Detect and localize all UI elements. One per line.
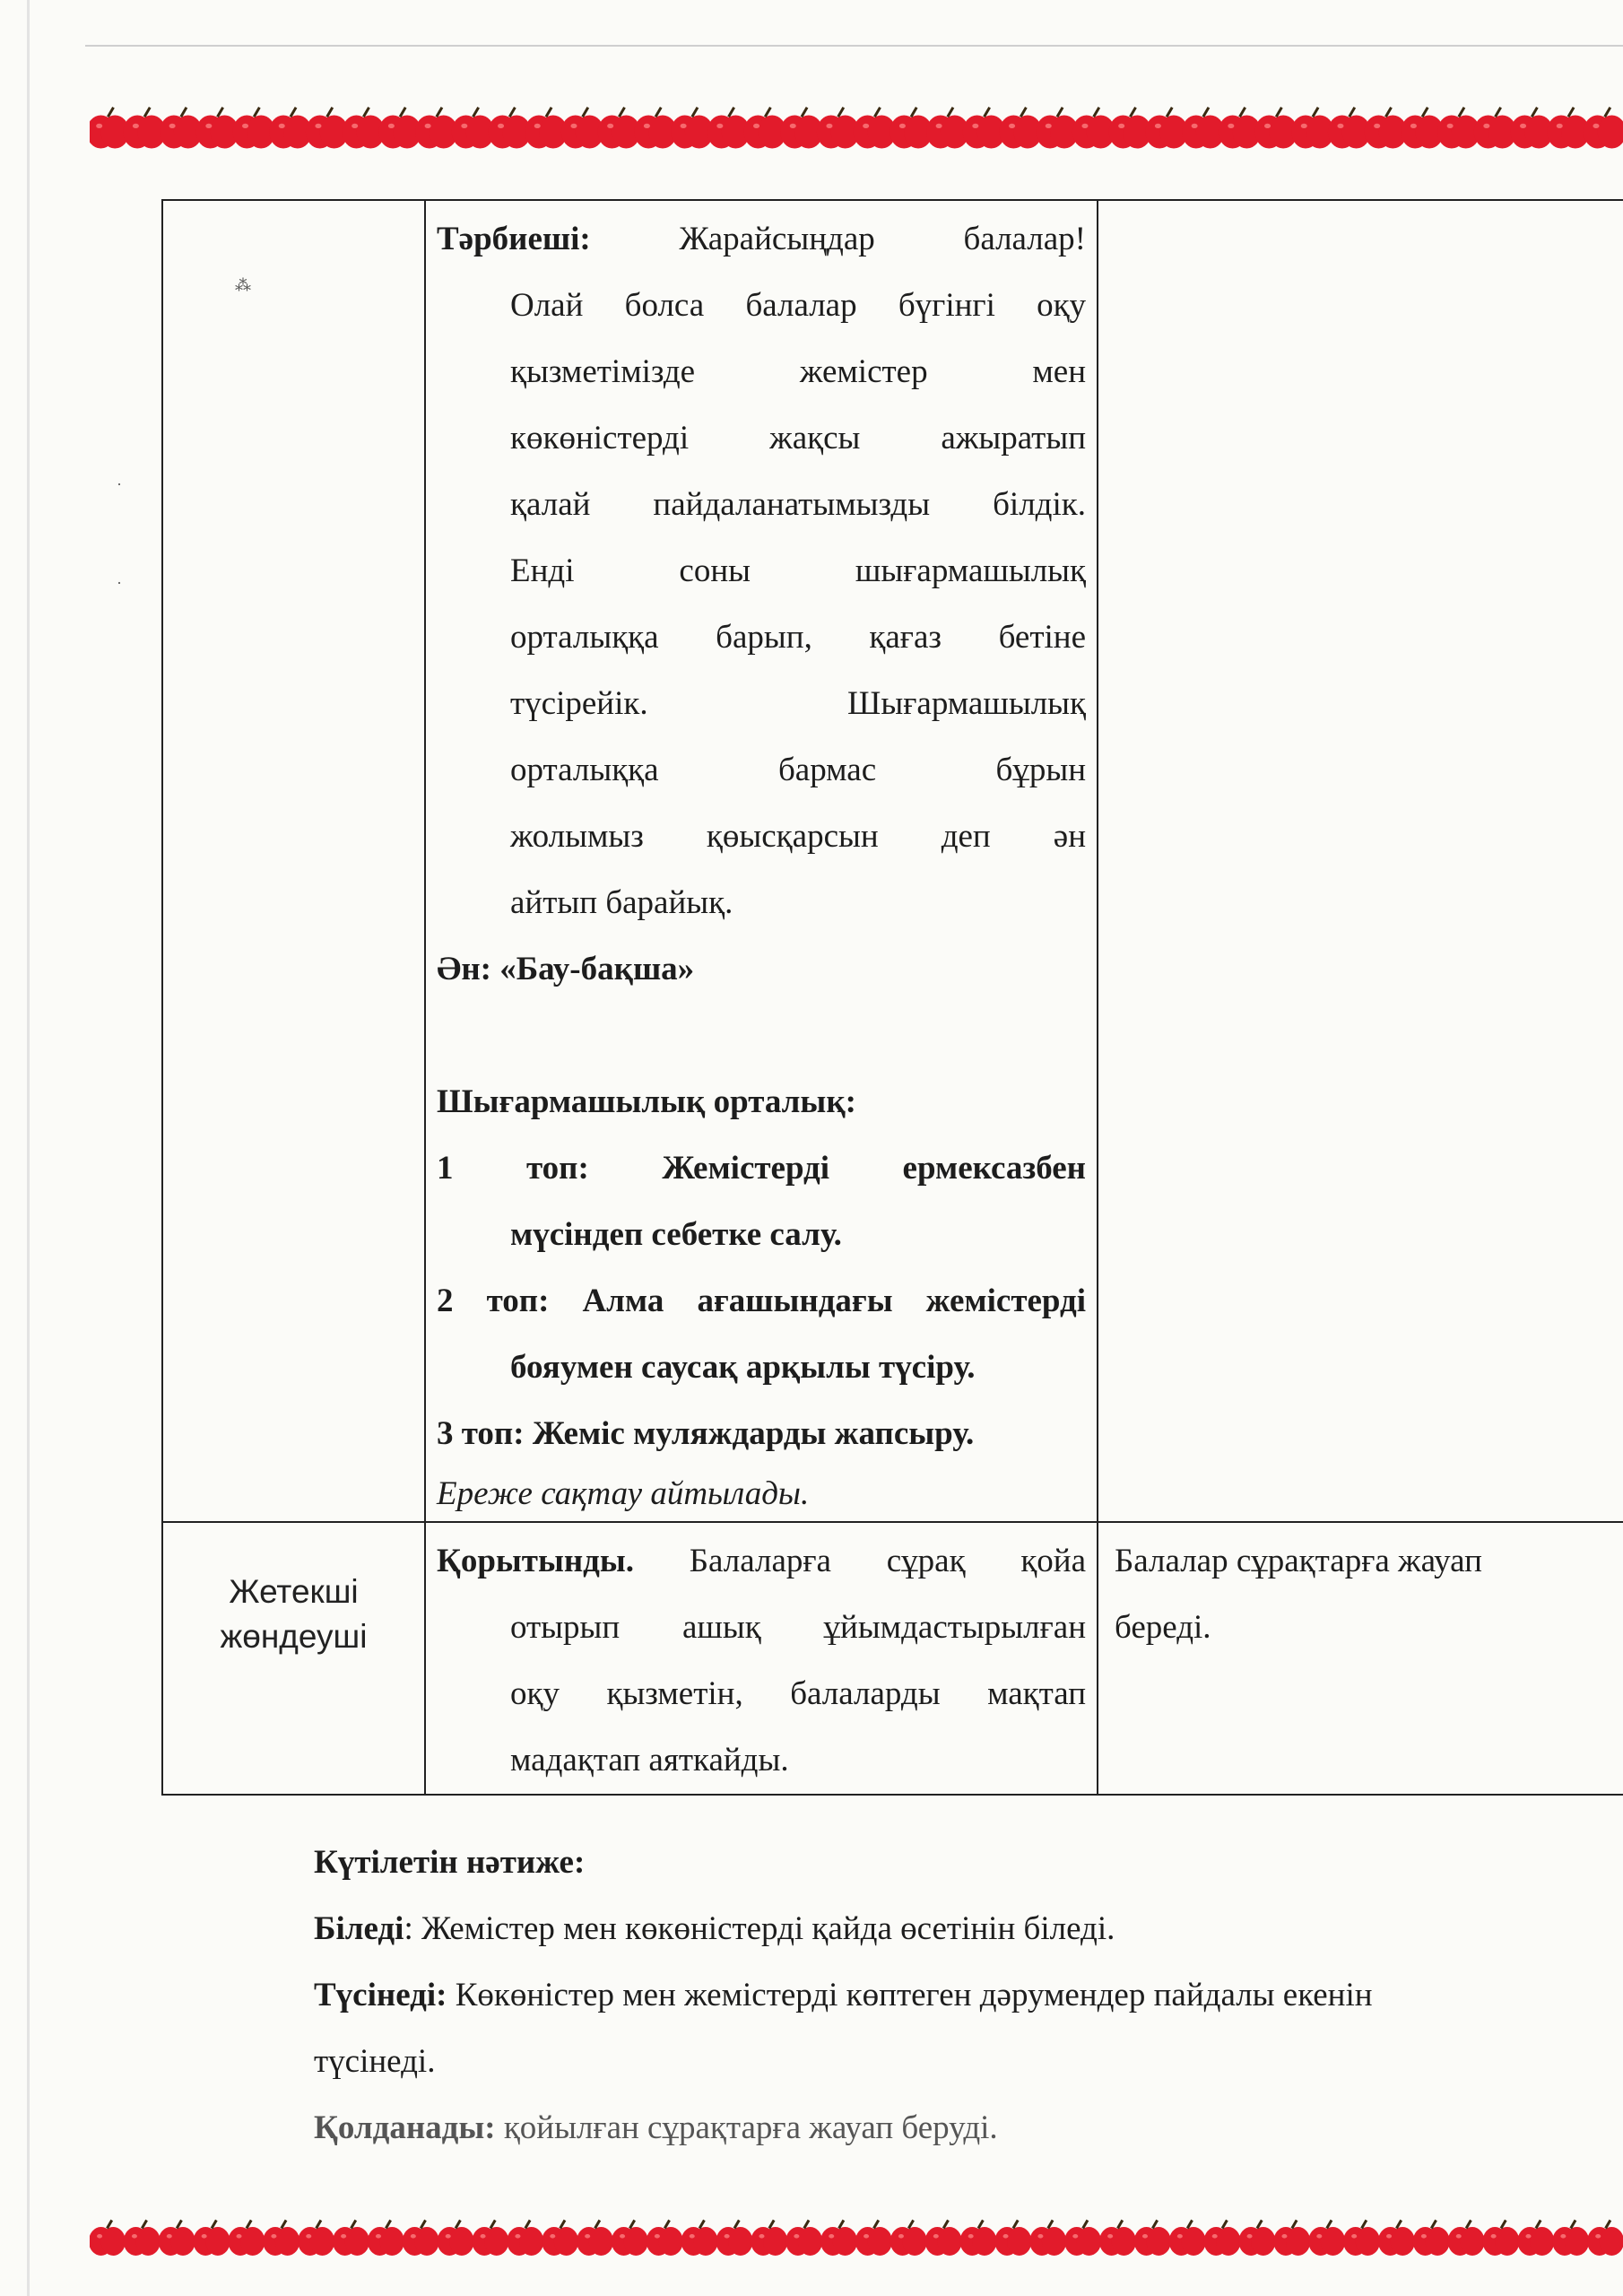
apple-icon (612, 2220, 648, 2256)
apple-icon (751, 2220, 787, 2256)
table-row (162, 1522, 1623, 1795)
apple-icon (333, 2220, 369, 2256)
applies-line (314, 2095, 1551, 2161)
understands-text: Көкөністер мен жемістерді көптеген дәрумендер пайдалы екенін (447, 1977, 1373, 2013)
word: қалай (510, 486, 591, 523)
knows-text: : Жемістер мен көкөністерді қайда өсетінін біледі. (404, 1910, 1115, 1947)
apple-icon (1145, 108, 1188, 149)
word: білдік. (993, 486, 1087, 523)
apple-icon (780, 108, 823, 149)
stage-cell (162, 1522, 425, 1795)
teacher-line (437, 472, 1086, 538)
word: жемістерді (925, 1283, 1087, 1319)
apple-icon (598, 108, 641, 149)
apple-icon (1413, 2220, 1450, 2256)
word: қойа (1020, 1543, 1087, 1579)
lead-label: Қорытынды. (437, 1543, 635, 1579)
teacher-activity-cell (425, 200, 1098, 1522)
word: Жемістерді (662, 1150, 830, 1187)
scan-speck: · (117, 475, 122, 493)
word: орталыққа (510, 619, 659, 656)
word: Олай (510, 287, 584, 324)
apple-icon (196, 108, 239, 149)
teacher-paragraph (437, 206, 1086, 936)
word: Енді (510, 552, 575, 589)
apple-icon (269, 108, 312, 149)
conclusion-paragraph (437, 1528, 1086, 1794)
teacher-line (437, 737, 1086, 804)
word: топ: (486, 1283, 550, 1319)
teacher-line (437, 604, 1086, 671)
stage-label-line2: жөндеуші (220, 1618, 368, 1655)
teacher-activity-cell (425, 1522, 1098, 1795)
apple-icon (1204, 2220, 1241, 2256)
apple-icon (542, 2220, 578, 2256)
creative-center-heading: Шығармашылық орталық: (437, 1083, 856, 1120)
apple-icon (298, 2220, 334, 2256)
apple-icon (963, 108, 1006, 149)
word: жемістер (799, 353, 928, 390)
apple-icon (925, 2220, 962, 2256)
word: жолымыз (510, 818, 644, 855)
apple-icon (671, 108, 714, 149)
scan-speck: · (117, 574, 122, 592)
apple-icon (561, 108, 604, 149)
apple-icon (647, 2220, 683, 2256)
children-activity-line: береді. (1115, 1609, 1211, 1646)
word: ағашындағы (697, 1283, 893, 1319)
apple-icon (1401, 108, 1444, 149)
word: қағаз (869, 619, 942, 656)
apple-icon (1254, 108, 1298, 149)
group-task-line: бояумен саусақ арқылы түсіру. (510, 1349, 976, 1386)
apple-icon (1219, 108, 1262, 149)
word: балалар (745, 287, 857, 324)
apple-icon (999, 108, 1042, 149)
word: ермексазбен (902, 1150, 1087, 1187)
word: 1 (437, 1150, 454, 1187)
understands-line-cont: түсінеді. (314, 2043, 436, 2080)
group-task-list (437, 1135, 1086, 1467)
word: мадақтап (510, 1742, 641, 1779)
apple-icon (1134, 2220, 1171, 2256)
word: оқу (1037, 287, 1087, 324)
apple-icon (1510, 108, 1553, 149)
apple-icon (343, 108, 386, 149)
apple-icon (707, 108, 751, 149)
apple-icon (926, 108, 969, 149)
word: ажыратып (941, 420, 1086, 457)
applies-text: қойылған сұрақтарға жауап беруді. (495, 2109, 998, 2146)
apple-icon (1273, 2220, 1310, 2256)
apple-icon (890, 108, 933, 149)
results-heading: Күтілетін нәтиже: (314, 1844, 586, 1881)
apple-icon (1291, 108, 1334, 149)
apple-icon (263, 2220, 299, 2256)
knows-label: Біледі (314, 1910, 404, 1947)
word: орталыққа (510, 752, 659, 788)
children-activity-cell (1098, 200, 1623, 1522)
teacher-line (437, 671, 1086, 737)
word: аяткайды. (648, 1742, 789, 1779)
apple-icon (90, 108, 129, 149)
word: түсірейік. (510, 685, 648, 722)
apple-icon (820, 2220, 857, 2256)
children-activity-cell (1098, 1522, 1623, 1795)
word: ән (1053, 818, 1087, 855)
apple-icon (743, 108, 786, 149)
word: деп (941, 818, 991, 855)
group-task-line (437, 1135, 1086, 1202)
understands-line (314, 1962, 1551, 2029)
apple-icon (488, 108, 531, 149)
table-row (162, 200, 1623, 1522)
word: жақсы (769, 420, 861, 457)
word: отырып (510, 1609, 621, 1646)
stage-label-line1: Жетекші (229, 1573, 359, 1610)
apple-icon (1169, 2220, 1206, 2256)
word: бармас (777, 752, 877, 788)
apple-icon (403, 2220, 439, 2256)
expected-results (314, 1830, 1551, 2161)
apple-icon (232, 108, 275, 149)
apple-icon (855, 2220, 892, 2256)
apple-icon (378, 108, 421, 149)
word: топ: (526, 1150, 589, 1187)
apple-icon (817, 108, 860, 149)
word: барып, (716, 619, 812, 656)
word: пайдаланатымызды (653, 486, 931, 523)
word: айтып (510, 884, 598, 921)
apple-icon (415, 108, 458, 149)
understands-label: Түсінеді: (314, 1977, 447, 2013)
apple-icon (1238, 2220, 1275, 2256)
apple-icon (1036, 108, 1079, 149)
apple-icon (854, 108, 897, 149)
word: шығармашылық (855, 552, 1087, 589)
word: қызметін, (606, 1675, 743, 1712)
conclusion-line (437, 1528, 1086, 1595)
conclusion-line (437, 1661, 1086, 1727)
apple-icon (1552, 2220, 1589, 2256)
word: соны (679, 552, 751, 589)
apple-icon (160, 108, 203, 149)
apple-icon (1029, 2220, 1066, 2256)
apple-icon (716, 2220, 752, 2256)
word: болса (624, 287, 705, 324)
apple-icon (1474, 108, 1517, 149)
page-edge-shadow (27, 0, 30, 2296)
apple-icon (472, 2220, 508, 2256)
word: мен (1032, 353, 1086, 390)
apple-icon (1099, 2220, 1136, 2256)
apple-icon (960, 2220, 997, 2256)
lead-label: Тәрбиеші: (437, 221, 591, 257)
apple-icon (1064, 2220, 1101, 2256)
word: 3 топ: Жеміс муляждарды жапсыру. (437, 1415, 975, 1452)
word: балалар! (963, 221, 1087, 257)
apple-icon (785, 2220, 822, 2256)
apple-icon (1328, 108, 1371, 149)
apple-icon (159, 2220, 195, 2256)
scan-speck: ⁂ (235, 276, 251, 294)
apple-icon (507, 2220, 543, 2256)
word: мақтап (987, 1675, 1086, 1712)
teacher-line (437, 538, 1086, 604)
apple-icon (123, 108, 166, 149)
teacher-line (437, 273, 1086, 339)
apple-icon (438, 2220, 474, 2256)
apple-icon (634, 108, 677, 149)
word: ашық (681, 1609, 761, 1646)
word: Балаларға (689, 1543, 831, 1579)
apple-border-bottom (90, 2215, 1623, 2269)
applies-label: Қолданады: (314, 2109, 496, 2146)
song-title: Ән: «Бау-бақша» (437, 951, 695, 987)
apple-icon (1308, 2220, 1345, 2256)
word: Алма (582, 1283, 664, 1319)
group-task-line: мүсіндеп себетке салу. (510, 1216, 842, 1253)
teacher-line (437, 206, 1086, 273)
word: көкөністерді (510, 420, 690, 457)
word: Шығармашылық (847, 685, 1086, 722)
apple-icon (994, 2220, 1031, 2256)
teacher-line (437, 339, 1086, 405)
teacher-line (437, 870, 1086, 936)
knows-line (314, 1896, 1551, 1962)
group-task-line (437, 1401, 1086, 1467)
apple-icon (890, 2220, 927, 2256)
apple-icon (1587, 2220, 1623, 2256)
word: балаларды (790, 1675, 941, 1712)
apple-icon (1343, 2220, 1380, 2256)
rules-note: Ереже сақтау айтылады. (437, 1475, 810, 1512)
word: қөысқарсын (706, 818, 879, 855)
apple-icon (194, 2220, 230, 2256)
apple-icon (124, 2220, 161, 2256)
stage-cell (162, 200, 425, 1522)
conclusion-line (437, 1727, 1086, 1794)
apple-icon (90, 2220, 126, 2256)
apple-icon (1482, 2220, 1519, 2256)
apple-icon (681, 2220, 718, 2256)
apple-icon (1517, 2220, 1554, 2256)
blank-line (437, 1003, 1086, 1069)
teacher-line (437, 804, 1086, 870)
word: қызметімізде (510, 353, 696, 390)
word: бетіне (998, 619, 1087, 656)
apple-icon (1109, 108, 1152, 149)
word: барайық. (605, 884, 733, 921)
word: сұрақ (886, 1543, 966, 1579)
apple-icon (1448, 2220, 1485, 2256)
lesson-table (161, 199, 1623, 1796)
apple-icon (1584, 108, 1623, 149)
word: бұрын (995, 752, 1087, 788)
word: ұйымдастырылған (823, 1609, 1087, 1646)
apple-icon (452, 108, 495, 149)
group-task-line (437, 1268, 1086, 1335)
conclusion-line (437, 1595, 1086, 1661)
teacher-line (437, 405, 1086, 472)
children-activity-line: Балалар сұрақтарға жауап (1115, 1543, 1482, 1579)
apple-border-top (90, 103, 1623, 166)
apple-icon (1182, 108, 1225, 149)
word: Жарайсыңдар (679, 221, 875, 257)
apple-icon (1378, 2220, 1415, 2256)
apple-icon (1437, 108, 1480, 149)
word: оқу (510, 1675, 560, 1712)
apple-icon (228, 2220, 265, 2256)
apple-icon (368, 2220, 404, 2256)
apple-icon (306, 108, 349, 149)
apple-icon (525, 108, 568, 149)
word: 2 (437, 1283, 454, 1319)
apple-icon (1547, 108, 1590, 149)
apple-icon (1365, 108, 1408, 149)
page-edge-line (85, 45, 1623, 47)
word: бүгінгі (898, 287, 995, 324)
apple-icon (577, 2220, 613, 2256)
apple-icon (1072, 108, 1115, 149)
